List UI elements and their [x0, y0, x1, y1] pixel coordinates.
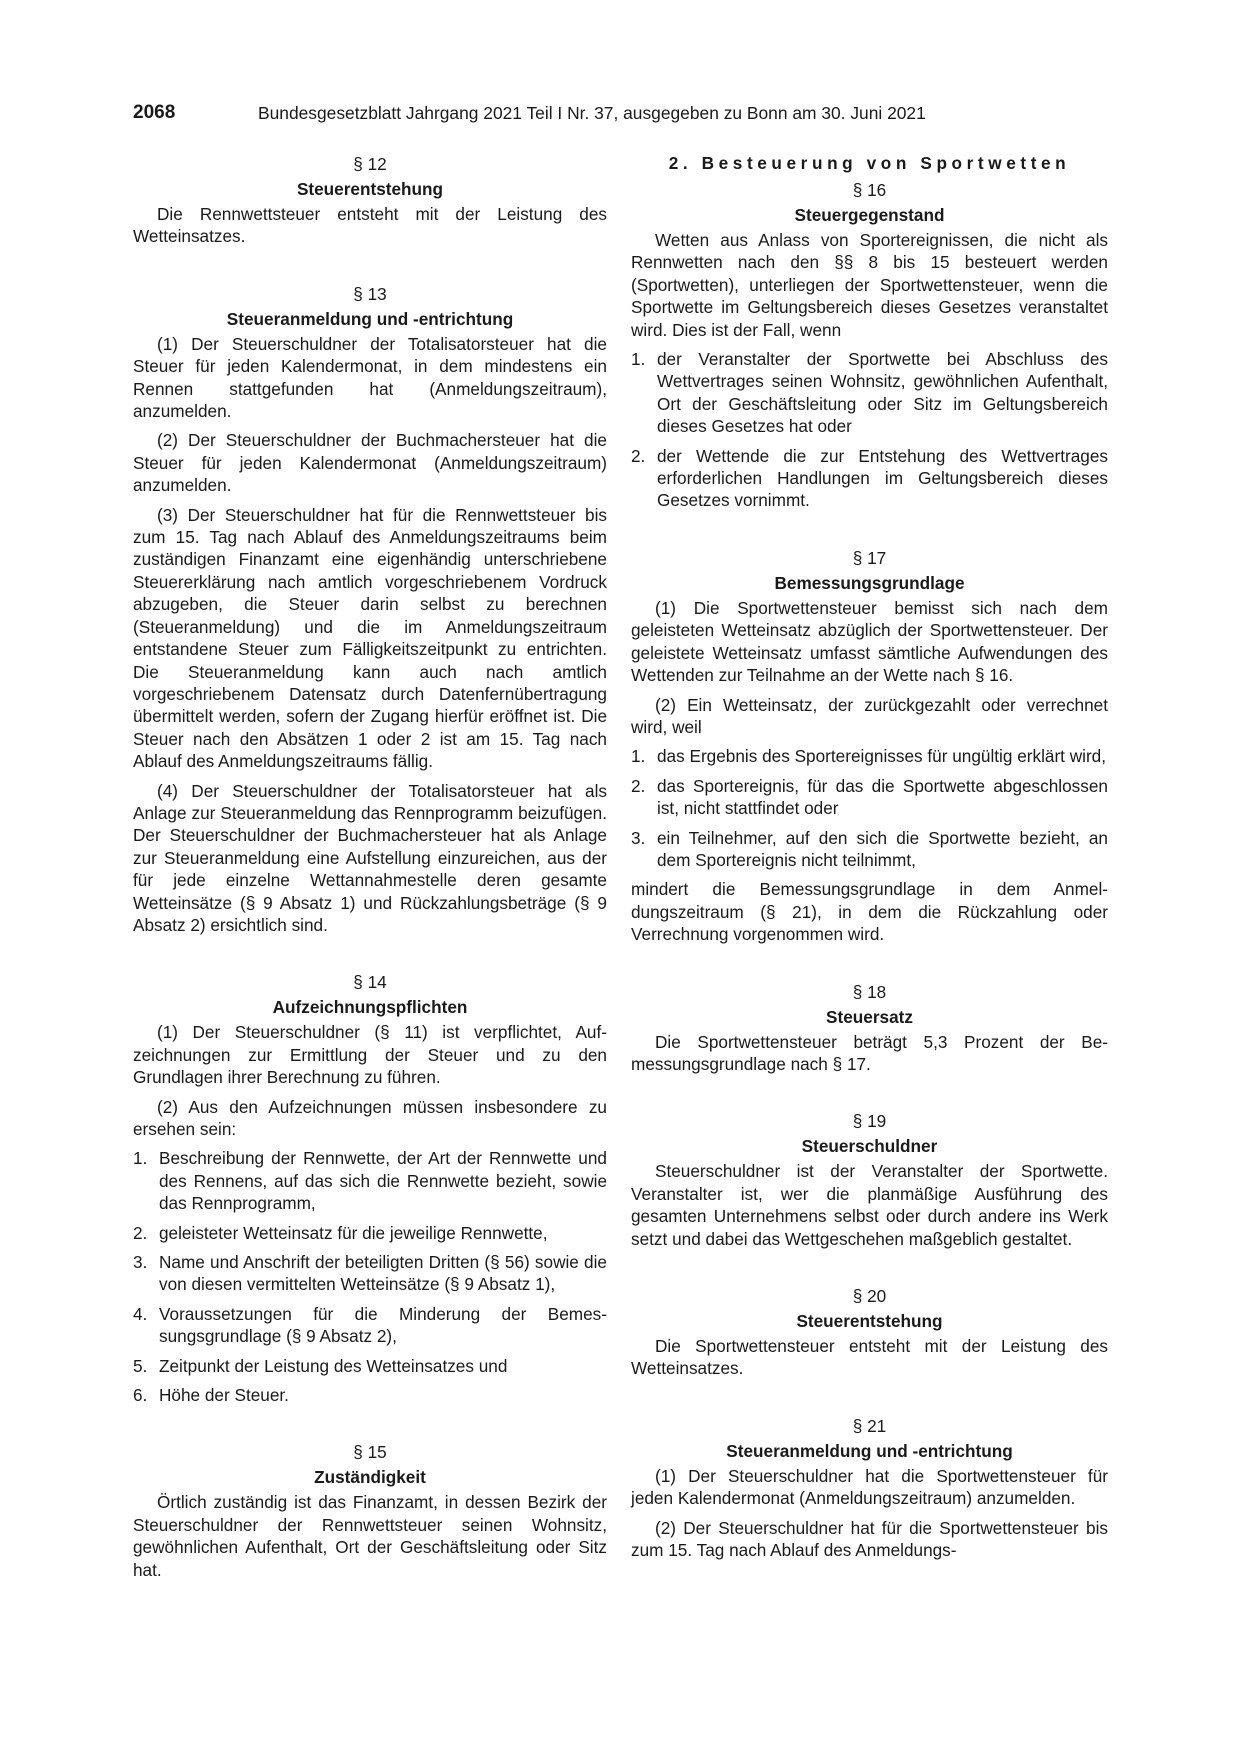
paragraph: Die Sportwettensteuer beträgt 5,3 Prozent der Bemessungsgrundlage nach § 17.	[631, 1031, 1108, 1074]
section-19	[631, 1108, 1108, 1250]
item-number: 1.	[631, 746, 646, 767]
list-item	[133, 1251, 607, 1296]
list-item	[133, 1222, 607, 1244]
list-item	[133, 1303, 607, 1348]
section-number: § 18	[852, 981, 887, 1002]
list-item	[631, 827, 1108, 872]
section-number: § 17	[852, 547, 887, 568]
section-title: Steuerentstehung	[296, 179, 444, 199]
right-column	[631, 151, 1108, 1568]
enumeration-list	[631, 745, 1108, 871]
paragraph: Die Sportwettensteuer entsteht mit der Leistung des Wetteinsatzes.	[631, 1336, 1108, 1379]
item-number: 5.	[133, 1355, 148, 1376]
left-column	[133, 151, 607, 1588]
page-header	[133, 102, 1093, 128]
paragraph: (1) Der Steuerschuldner der Totalisatorsteuer hat die Steuer für jeden Kalendermonat, in dem mindestens ein Rennen stattgefunden hat (Anmeldungszeitraum), anzumelden.	[133, 333, 607, 422]
section-title: Steuerschuldner	[801, 1136, 938, 1157]
section-20	[631, 1283, 1108, 1380]
paragraph: Wetten aus Anlass von Sportereignissen, die nicht als Rennwetten nach den §§ 8 bis 15 besteuert werden (Sportwetten), unterliegen der Sportwettensteuer, wenn die Sportwette im Geltungsbereich dieses Gesetzes veranstaltet wird. Dies ist der Fall, wenn	[631, 230, 1108, 340]
paragraph: mindert die Bemessungsgrundlage in dem Anmeldungszeitraum (§ 21), in dem die Rückzahlung oder Verrechnung vorgenommen wird.	[631, 879, 1108, 945]
paragraph: (2) Aus den Aufzeichnungen müssen insbesondere zu ersehen sein:	[133, 1096, 607, 1139]
section-number: § 12	[353, 154, 387, 174]
section-16	[631, 177, 1108, 512]
paragraph: (1) Der Steuerschuldner hat die Sportwettensteuer für jeden Kalendermonat (Anmeldungszeitraum) anzumelden.	[631, 1465, 1108, 1509]
item-text: das Ergebnis des Sportereignisses für ungültig erklärt wird,	[657, 746, 1107, 767]
section-12	[133, 151, 607, 248]
section-title: Steueranmeldung und -entrichtung	[726, 1440, 1013, 1461]
item-number: 6.	[133, 1385, 148, 1406]
section-number: § 21	[852, 1415, 887, 1436]
page-number: 2068	[133, 102, 176, 123]
section-number: § 14	[353, 972, 387, 993]
item-text: ein Teilnehmer, auf den sich die Sportwette bezieht, an dem Sportereignis nicht teilnimmt,	[657, 827, 1108, 870]
gazette-title: Bundesgesetzblatt Jahrgang 2021 Teil I Nr. 37, ausgegeben zu Bonn am 30. Juni 2021	[258, 103, 926, 123]
list-item	[133, 1384, 607, 1406]
section-number: § 15	[353, 1442, 387, 1463]
enumeration-list	[133, 1147, 607, 1406]
section-title: Aufzeichnungspflichten	[272, 997, 468, 1018]
section-title: Steuergegenstand	[794, 205, 945, 225]
item-number: 1.	[631, 349, 646, 370]
section-title: Steuersatz	[826, 1006, 913, 1027]
section-number: § 19	[852, 1111, 887, 1132]
list-item	[631, 445, 1108, 512]
list-item	[631, 775, 1108, 820]
item-number: 1.	[133, 1148, 148, 1169]
item-number: 2.	[133, 1222, 148, 1243]
paragraph: (2) Ein Wetteinsatz, der zurückgezahlt oder verrechnet wird, weil	[631, 694, 1108, 737]
section-15	[133, 1439, 607, 1581]
part-title: 2. Besteuerung von Sportwetten	[668, 153, 1071, 173]
section-title: Zuständigkeit	[314, 1467, 426, 1488]
enumeration-list	[631, 348, 1108, 512]
item-number: 2.	[631, 775, 646, 796]
list-item	[133, 1355, 607, 1377]
paragraph: (1) Die Sportwettensteuer bemisst sich nach dem geleisteten Wetteinsatz abzüglich der Sportwettensteuer. Der geleistete Wetteinsatz umfasst sämtliche Aufwendungen des Wettenden zur Teilnahme an der Wette nach § 16.	[631, 597, 1108, 686]
paragraph: (3) Der Steuerschuldner hat für die Rennwettsteuer bis zum 15. Tag nach Ablauf des Anmeldungszeitraums beim zuständigen Finanzamt eine eigenhändig unterschriebene Steuererklärung nach amtlich vorgeschriebenem Vordruck abzugeben, die Steuer darin selbst zu berechnen (Steueranmeldung) und die im Anmeldungszeitraum entstandene Steuer zum Fälligkeitszeitpunkt zu entrichten. Die Steueranmeldung kann auch nach amtlich vorgeschriebenem Datensatz durch Datenfernübertragung übermittelt werden, sofern der Zugang hierfür eröffnet ist. Die Steuer nach den Absätzen 1 oder 2 ist am 15. Tag nach Ablauf des Anmeldungszeitraums fällig.	[133, 504, 607, 772]
section-14	[133, 969, 607, 1406]
paragraph: Örtlich zuständig ist das Finanzamt, in dessen Bezirk der Steuerschuldner der Rennwettsteuer seinen Wohnsitz, gewöhnlichen Aufenthalt, Ort der Geschäftsleitung oder Sitz hat.	[133, 1492, 607, 1580]
item-text: Name und Anschrift der beteiligten Dritten (§ 56) sowie die von diesen vermittelten Wetteinsätze (§ 9 Absatz 1),	[159, 1252, 607, 1295]
item-text: Voraussetzungen für die Minderung der Bemessungsgrundlage (§ 9 Absatz 2),	[159, 1303, 607, 1347]
paragraph: (1) Der Steuerschuldner (§ 11) ist verpflichtet, Aufzeichnungen zur Ermittlung der Steuer und zu den Grundlagen ihrer Berechnung zu führen.	[133, 1022, 607, 1088]
item-number: 3.	[631, 827, 646, 848]
item-text: Zeitpunkt der Leistung des Wetteinsatzes und	[159, 1355, 508, 1376]
item-number: 3.	[133, 1252, 148, 1273]
item-text: der Wettende die zur Entstehung des Wettvertrages erforderlichen Handlungen im Geltungsbereich dieses Gesetzes vornimmt.	[657, 445, 1108, 511]
section-21	[631, 1413, 1108, 1562]
section-number: § 16	[852, 180, 887, 200]
paragraph: (2) Der Steuerschuldner der Buchmachersteuer hat die Steuer für jeden Kalendermonat (Anmeldungszeitraum) anzumelden.	[133, 430, 607, 496]
section-title: Bemessungsgrundlage	[774, 572, 965, 593]
item-text: der Veranstalter der Sportwette bei Abschluss des Wettvertrages seinen Wohnsitz, gewöhnlichen Aufenthalt, Ort der Geschäftsleitung oder Sitz im Geltungsbereich dieses Gesetzes hat oder	[657, 349, 1108, 437]
item-number: 4.	[133, 1303, 148, 1324]
section-13	[133, 281, 607, 937]
item-number: 2.	[631, 445, 646, 466]
section-number: § 13	[353, 283, 387, 304]
paragraph: (4) Der Steuerschuldner der Totalisatorsteuer hat als Anlage zur Steueranmeldung das Rennprogramm beizufügen. Der Steuerschuldner der Buchmachersteuer hat als Anlage zur Steueranmeldung eine Aufstellung einzureichen, aus der für jede einzelne Wettannahmestelle deren gesamte Wetteinsätze (§ 9 Absatz 1) und Rückzahlungsbeträge (§ 9 Absatz 2) ersichtlich sind.	[133, 780, 607, 935]
list-item	[133, 1147, 607, 1214]
item-text: Höhe der Steuer.	[159, 1385, 289, 1406]
item-text: geleisteter Wetteinsatz für die jeweilige Rennwette,	[159, 1222, 548, 1243]
paragraph: Steuerschuldner ist der Veranstalter der Sportwette. Veranstalter ist, wer die planmäßige Ausführung des gesamten Unternehmens selbst oder durch andere ins Werk setzt und dabei das Wettgeschehen maßgeblich gestaltet.	[631, 1161, 1108, 1249]
section-17	[631, 545, 1108, 946]
list-item	[631, 348, 1108, 438]
paragraph: (2) Der Steuerschuldner hat für die Sportwettensteuer bis zum 15. Tag nach Ablauf des Anmeldungs-	[631, 1517, 1108, 1561]
paragraph: Die Rennwettsteuer entsteht mit der Leistung des Wetteinsatzes.	[133, 204, 607, 247]
section-18	[631, 979, 1108, 1076]
section-title: Steueranmeldung und -entrichtung	[226, 308, 514, 329]
section-number: § 20	[852, 1286, 887, 1306]
section-title: Steuerentstehung	[796, 1311, 943, 1331]
list-item	[631, 745, 1108, 767]
item-text: Beschreibung der Rennwette, der Art der Rennwette und des Rennens, auf das sich die Rennwette bezieht, sowie das Rennprogramm,	[159, 1148, 607, 1214]
item-text: das Sportereignis, für das die Sportwette abgeschlossen ist, nicht stattfindet oder	[657, 775, 1108, 819]
